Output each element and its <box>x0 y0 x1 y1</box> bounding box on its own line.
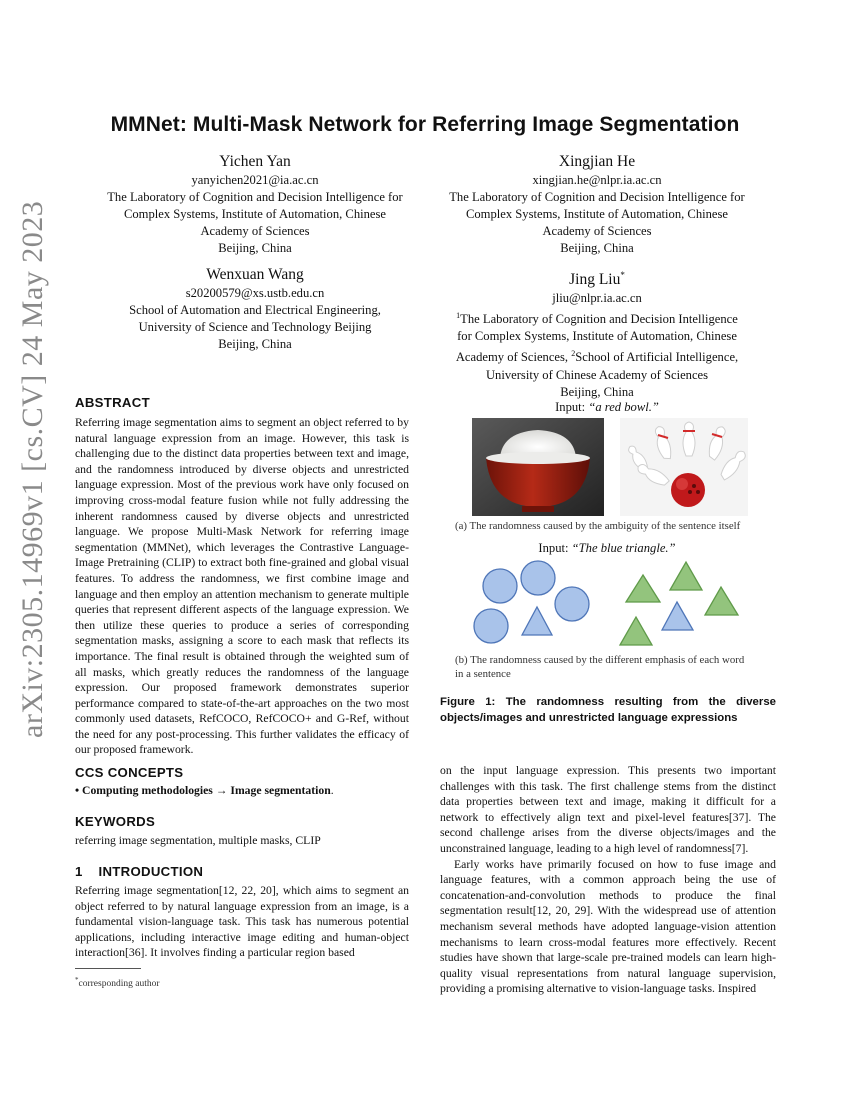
green-triangle-shape <box>620 617 652 645</box>
affiliation-line: University of Chinese Academy of Sciences <box>485 367 709 382</box>
affiliation-line: Beijing, China <box>218 241 292 255</box>
figure-input-b: Input: “The blue triangle.” <box>538 541 676 555</box>
abstract-text: Referring image segmentation aims to segment an object referred to by natural language expression from an image. However, this task is challenging due to the distinct data properties between text and image, and the randomness introduced by diverse objects and unrestricted language expression. Most of the previous work have only focused on improving cross-modal feature fusion while not fully addressing the inherent randomness caused by diverse objects and unrestricted language. We propose Multi-Mask Network for referring image segmentation (MMNet), which leverages the Contrastive Language-Image Pretraining (CLIP) to extract both fine-grained and global visual features. To address the randomness, we first combine image and language and then employ an attention mechanism to generate multiple queries that represent different aspects of the language expression. We then utilize these queries to produce a series of corresponding segmentation masks, assigning a score to each mask that reflects its importance. The final result is obtained through the weighted sum of all masks, which greatly reduces the randomness of the language expression. Our proposed framework demonstrates superior performance compared to state-of-the-art approaches on the two most commonly used datasets, RefCOCO, RefCOCO+ and G-Ref, without the need for any post-processing. This further validates the efficacy of our proposed framework. <box>75 416 409 757</box>
affiliation-line: Complex Systems, Institute of Automation, Chinese <box>123 207 386 221</box>
ccs-heading: CCS CONCEPTS <box>75 765 184 780</box>
intro-text-left: Referring image segmentation[12, 22, 20], which aims to segment an object referred to by natural language expression from an image, is a fundamental vision-language task. This task has numerous potential applications, including interactive image editing and human-object interaction[36]. It involves finding a particular region based <box>75 884 409 960</box>
author-email[interactable]: s20200579@xs.ustb.edu.cn <box>185 286 325 300</box>
affiliation-line: University of Science and Technology Beijing <box>138 320 372 334</box>
author-name: Wenxuan Wang <box>206 266 304 283</box>
author-block-4 <box>422 265 772 401</box>
affiliation-line: Academy of Sciences <box>200 224 310 238</box>
affiliation-line: School of Automation and Electrical Engineering, <box>129 303 381 317</box>
shapes-illustration <box>465 556 765 650</box>
blue-triangle-shape <box>662 602 693 630</box>
intro-heading: 1 INTRODUCTION <box>75 864 204 879</box>
paper-title: MMNet: Multi-Mask Network for Referring Image Segmentation <box>110 113 740 136</box>
affiliation-line: $^1$The Laboratory of Cognition and Decision Intelligence <box>456 311 738 327</box>
figure-caption-b: (b) The randomness caused by the different emphasis of each word in a sentence <box>455 654 745 680</box>
author-name: Yichen Yan <box>219 153 291 170</box>
green-triangle-shape <box>670 562 702 590</box>
figure-caption-a: (a) The randomness caused by the ambiguity of the sentence itself <box>455 520 741 532</box>
footnote: *corresponding author <box>75 976 160 990</box>
affiliation-line: for Complex Systems, Institute of Automation, Chinese <box>457 329 737 344</box>
abstract-heading: ABSTRACT <box>75 395 150 410</box>
circle-shape <box>521 561 555 595</box>
author-block-3 <box>80 265 430 353</box>
author-name: Jing Liu* <box>569 270 625 289</box>
affiliation-line: Beijing, China <box>218 337 292 351</box>
author-block-1 <box>80 152 430 257</box>
keywords-text: referring image segmentation, multiple masks, CLIP <box>75 834 321 847</box>
circle-shape <box>483 569 517 603</box>
circle-shape <box>555 587 589 621</box>
author-name: Xingjian He <box>558 153 636 170</box>
intro-text-right: on the input language expression. This presents two important challenges with this task. The first challenge stems from the distinct data properties between text and image, making it difficult for a network to effectively align text and pixel-level features[37]. The second challenge arises from the diverse objects/images and the unconstrained language, leading to a high level of randomness[7]. Early works have primarily focused on how to fuse image and language features, with a common approach being the use of concatenation-and-convolution methods to produce the final segmentation result[12, 20, 29]. With the widespread use of attention mechanism several methods have adopted language-vision attention mechanisms to learn cross-modal features more effectively. Recent studies have shown that large-scale pre-trained models can learn high-quality visual representations from natural language supervision, providing a promising alternative to vision-language tasks. Inspired <box>440 764 776 996</box>
rice-bowl-image <box>472 418 604 516</box>
affiliation-line: Academy of Sciences <box>542 224 652 238</box>
blue-triangle-shape <box>522 607 552 635</box>
footnote-rule <box>75 968 141 969</box>
keywords-heading: KEYWORDS <box>75 814 156 829</box>
affiliation-line: Beijing, China <box>560 241 634 255</box>
affiliation-line: Complex Systems, Institute of Automation, Chinese <box>465 207 728 221</box>
author-block-2 <box>422 152 772 257</box>
affiliation-line: Academy of Sciences, $^2$School of Artificial Intelligence, <box>455 349 739 365</box>
green-triangle-shape <box>705 587 738 615</box>
bowling-image <box>620 418 748 516</box>
green-triangle-shape <box>626 575 660 602</box>
author-email[interactable]: yanyichen2021@ia.ac.cn <box>191 173 319 187</box>
ccs-item: • Computing methodologies → Image segmentation. <box>75 784 334 797</box>
affiliation-line: The Laboratory of Cognition and Decision Intelligence for <box>449 190 745 204</box>
circle-shape <box>474 609 508 643</box>
affiliation-line: Beijing, China <box>560 384 634 399</box>
affiliation-line: The Laboratory of Cognition and Decision Intelligence for <box>107 190 403 204</box>
author-email[interactable]: jliu@nlpr.ia.ac.cn <box>552 291 642 306</box>
author-email[interactable]: xingjian.he@nlpr.ia.ac.cn <box>532 173 662 187</box>
arxiv-identifier[interactable]: arXiv:2305.14969v1 [cs.CV] 24 May 2023 <box>16 200 49 738</box>
figure-caption: Figure 1: The randomness resulting from the diverse objects/images and unrestricted language expressions <box>440 696 776 724</box>
figure-input-a: Input: “a red bowl.” <box>555 400 659 414</box>
